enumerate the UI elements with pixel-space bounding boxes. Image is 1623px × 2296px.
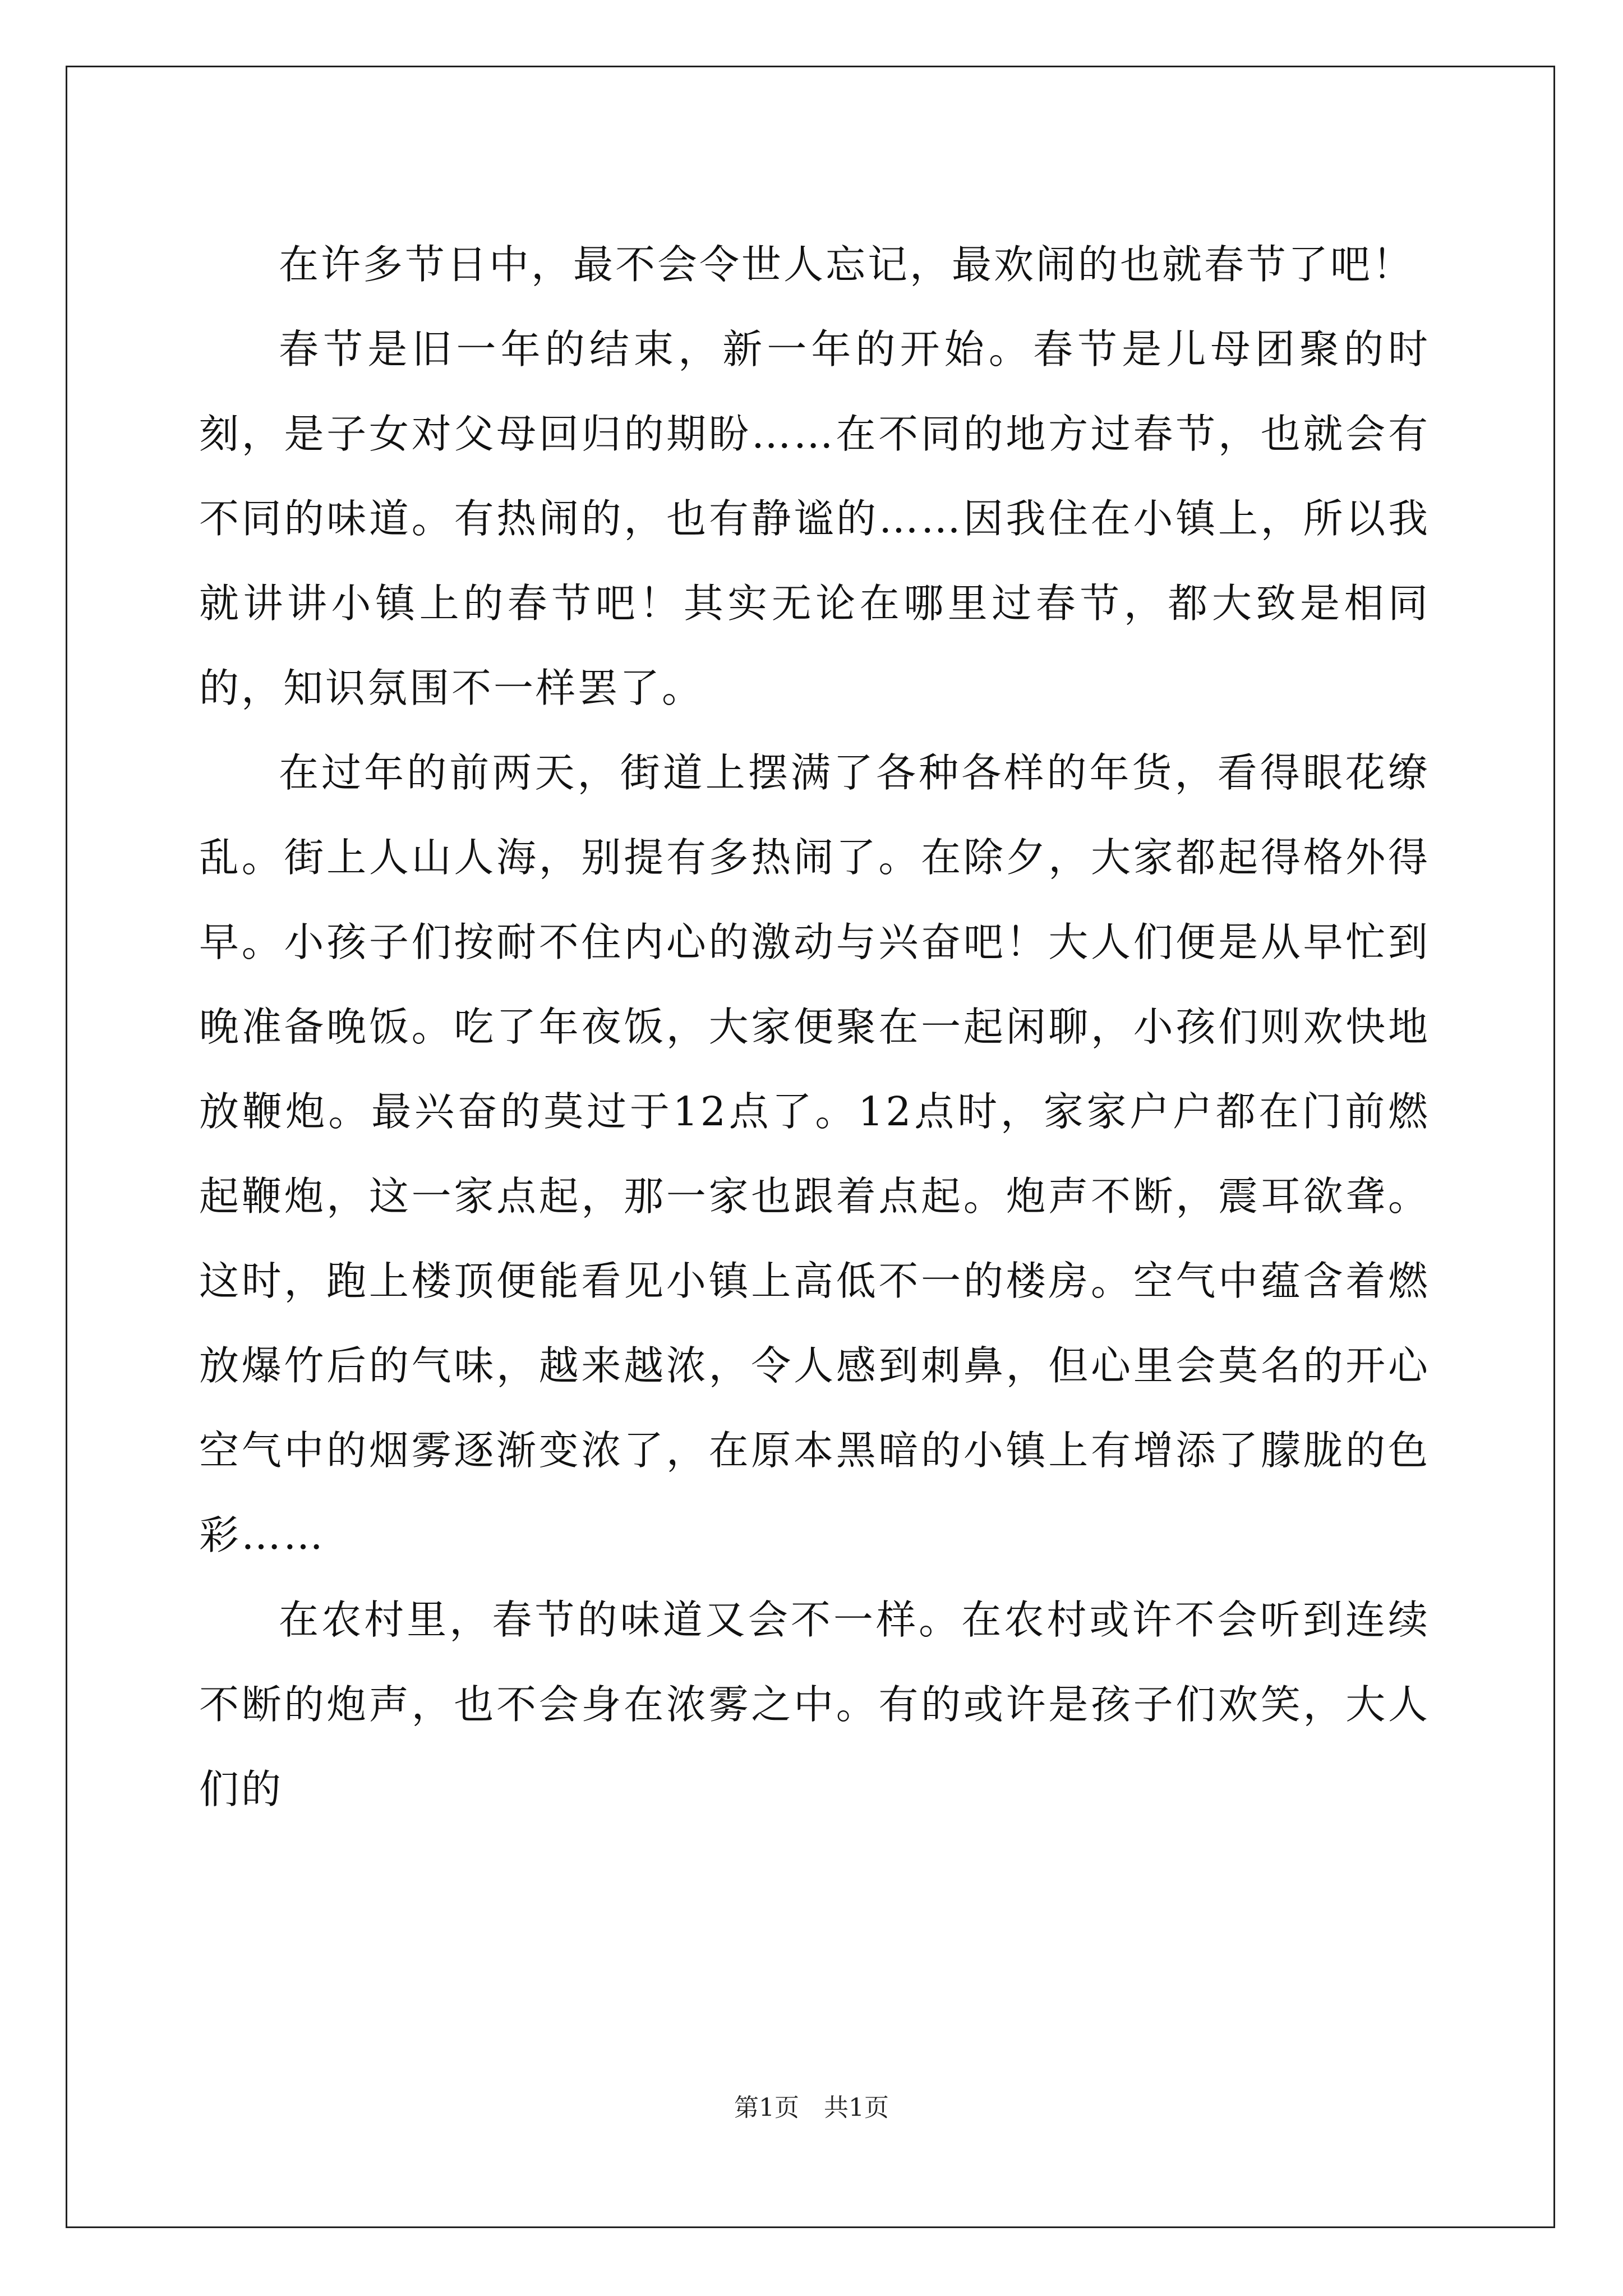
paragraph-2: 春节是旧一年的结束，新一年的开始。春节是儿母团聚的时刻，是子女对父母回归的期盼……在不同的地方过春节，也就会有不同的味道。有热闹的，也有静谧的……因我住在小镇上，所以我就讲讲小镇上的春节吧！其实无论在哪里过春节，都大致是相同的，知识氛围不一样罢了。: [199, 326, 1430, 711]
paragraph-4: 在农村里，春节的味道又会不一样。在农村或许不会听到连续不断的炮声，也不会身在浓雾之中。有的或许是孩子们欢笑，大人们的: [199, 1596, 1430, 1812]
document-body: [199, 222, 1430, 1832]
paragraph-3: 在过年的前两天，街道上摆满了各种各样的年货，看得眼花缭乱。街上人山人海，别提有多热闹了。在除夕，大家都起得格外得早。小孩子们按耐不住内心的激动与兴奋吧！大人们便是从早忙到晚准备晚饭。吃了年夜饭，大家便聚在一起闲聊，小孩们则欢快地放鞭炮。最兴奋的莫过于12点了。12点时，家家户户都在门前燃起鞭炮，这一家点起，那一家也跟着点起。炮声不断，震耳欲聋。这时，跑上楼顶便能看见小镇上高低不一的楼房。空气中蕴含着燃放爆竹后的气味，越来越浓，令人感到刺鼻，但心里会莫名的开心空气中的烟雾逐渐变浓了，在原本黑暗的小镇上有增添了朦胧的色彩……: [199, 749, 1430, 1558]
page-number: 第1页 共1页: [734, 2093, 889, 2122]
paragraph-1: 在许多节日中，最不会令世人忘记，最欢闹的也就春节了吧！: [279, 241, 1415, 288]
